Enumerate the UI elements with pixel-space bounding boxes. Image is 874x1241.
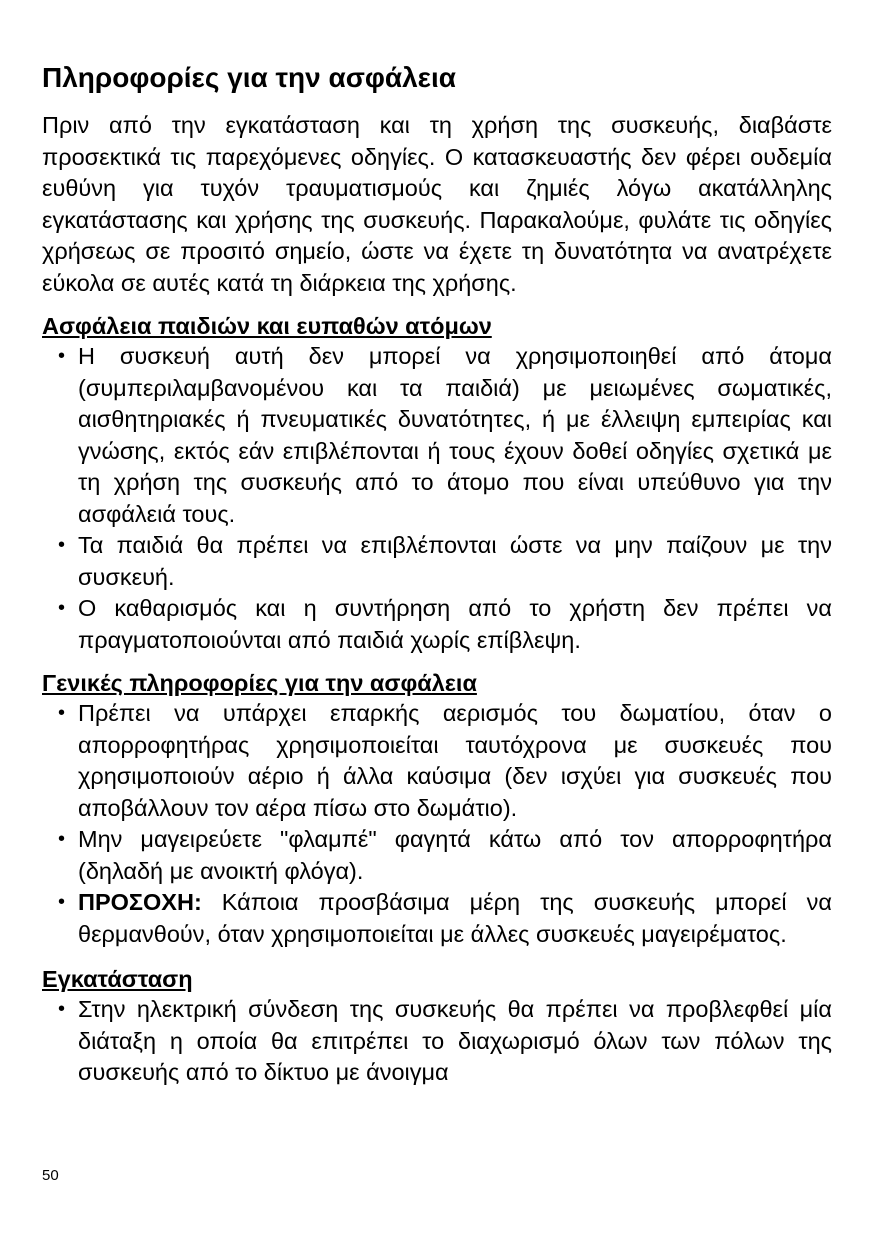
- list-item: [42, 530, 832, 593]
- list-item: [42, 341, 832, 530]
- list-item-text: Η συσκευή αυτή δεν μπορεί να χρησιμοποιηθεί από άτομα (συμπεριλαμβανομένου και τα παιδιά) με μειωμένες σωματικές, αισθητηριακές ή πνευματικές δυνατότητες, ή με έλλειψη εμπειρίας και γνώσης, εκτός εάν επιβλέπονται ή τους έχουν δοθεί οδηγίες σχετικά με τη χρήση της συσκευής από το άτομο που είναι υπεύθυνο για την ασφάλειά τους.: [78, 343, 832, 527]
- warning-text: Κάποια προσβάσιμα μέρη της συσκευής μπορεί να θερμανθούν, όταν χρησιμοποιείται με άλλες συσκευές μαγειρέματος.: [78, 889, 832, 947]
- list-item-warning: [42, 887, 832, 950]
- list-item: [42, 994, 832, 1089]
- bullet-icon: •: [58, 597, 66, 619]
- bullet-icon: •: [58, 998, 66, 1020]
- page-title: Πληροφορίες για την ασφάλεια: [42, 62, 456, 93]
- list-item: [42, 698, 832, 824]
- section-heading-general-safety: Γενικές πληροφορίες για την ασφάλεια: [42, 670, 477, 696]
- section-heading-children-safety: Ασφάλεια παιδιών και ευπαθών ατόμων: [42, 313, 492, 339]
- bullet-icon: •: [58, 828, 66, 850]
- list-item: [42, 824, 832, 887]
- list-item-text: Μην μαγειρεύετε "φλαμπέ" φαγητά κάτω από τον απορροφητήρα (δηλαδή με ανοικτή φλόγα).: [78, 826, 832, 884]
- bullet-icon: •: [58, 702, 66, 724]
- bullet-icon: •: [58, 534, 66, 556]
- installation-list: [42, 994, 832, 1089]
- list-item-text: Πρέπει να υπάρχει επαρκής αερισμός του δωματίου, όταν ο απορροφητήρας χρησιμοποιείται ταυτόχρονα με συσκευές που χρησιμοποιούν αέριο ή άλλα καύσιμα (δεν ισχύει για συσκευές που αποβάλλουν τον αέρα πίσω στο δωμάτιο).: [78, 700, 832, 821]
- list-item-text: Τα παιδιά θα πρέπει να επιβλέπονται ώστε να μην παίζουν με την συσκευή.: [78, 532, 832, 590]
- general-safety-list: [42, 698, 832, 950]
- children-safety-list: [42, 341, 832, 656]
- list-item-text: Στην ηλεκτρική σύνδεση της συσκευής θα πρέπει να προβλεφθεί μία διάταξη η οποία θα επιτρέπει το διαχωρισμό όλων των πόλων της συσκευής από το δίκτυο με άνοιγμα: [78, 996, 832, 1085]
- bullet-icon: •: [58, 345, 66, 367]
- document-page: [42, 58, 832, 1089]
- page-number: 50: [42, 1167, 59, 1184]
- intro-paragraph: Πριν από την εγκατάσταση και τη χρήση της συσκευής, διαβάστε προσεκτικά τις παρεχόμενες οδηγίες. Ο κατασκευαστής δεν φέρει ουδεμία ευθύνη για τυχόν τραυματισμούς και ζημιές λόγω ακατάλληλης εγκατάστασης και χρήσης της συσκευής. Παρακαλούμε, φυλάτε τις οδηγίες χρήσεως σε προσιτό σημείο, ώστε να έχετε τη δυνατότητα να ανατρέχετε εύκολα σε αυτές κατά τη διάρκεια της χρήσης.: [42, 112, 832, 296]
- list-item: [42, 593, 832, 656]
- bullet-icon: •: [58, 891, 66, 913]
- list-item-text: Ο καθαρισμός και η συντήρηση από το χρήστη δεν πρέπει να πραγματοποιούνται από παιδιά χωρίς επίβλεψη.: [78, 595, 832, 653]
- section-heading-installation: Εγκατάσταση: [42, 966, 193, 992]
- warning-label: ΠΡΟΣΟΧΗ:: [78, 889, 202, 915]
